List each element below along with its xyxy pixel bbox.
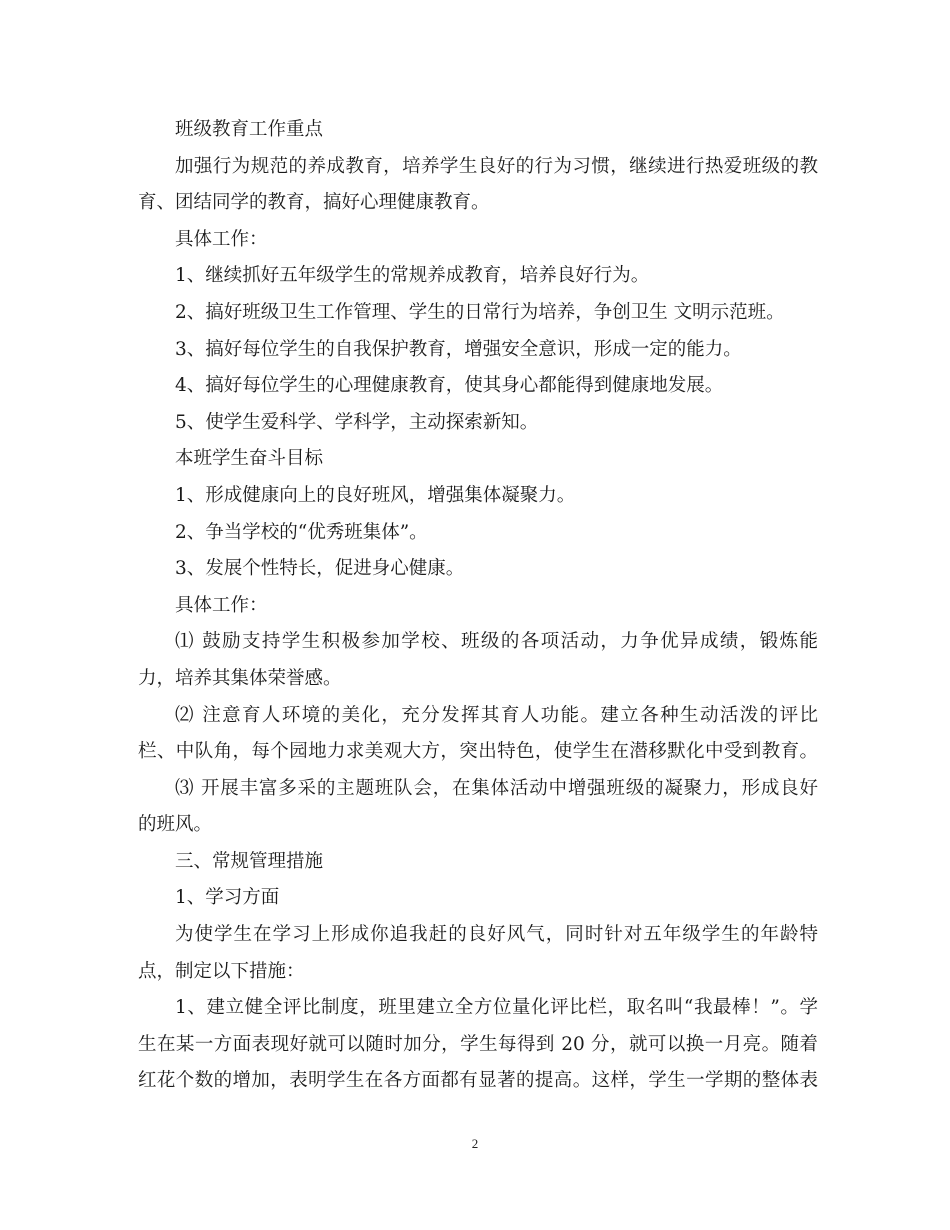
text-line: 点，制定以下措施： — [138, 960, 305, 982]
text-line: 加强行为规范的养成教育，培养学生良好的行为习惯，继续进行热爱班级的教 — [175, 155, 818, 177]
text-line: 生在某一方面表现好就可以随时加分，学生每得到 20 分，就可以换一月亮。随着 — [138, 1033, 818, 1055]
document-body — [138, 112, 818, 1100]
text-line: 三、常规管理措施 — [175, 850, 324, 872]
text-line: 为使学生在学习上形成你追我赶的良好风气，同时针对五年级学生的年龄特 — [175, 924, 818, 946]
text-line: 2、搞好班级卫生工作管理、学生的日常行为培养，争创卫生 文明示范班。 — [175, 301, 785, 323]
text-line: 红花个数的增加，表明学生在各方面都有显著的提高。这样，学生一学期的整体表 — [138, 1070, 818, 1092]
text-line: 力，培养其集体荣誉感。 — [138, 667, 342, 689]
text-line: 本班学生奋斗目标 — [175, 448, 324, 470]
text-line: 1、建立健全评比制度，班里建立全方位量化评比栏，取名叫“我最棒！”。学 — [175, 997, 818, 1019]
text-line: 1、学习方面 — [175, 887, 280, 909]
text-line: 1、继续抓好五年级学生的常规养成教育，培养良好行为。 — [175, 265, 650, 287]
text-line: 4、搞好每位学生的心理健康教育，使其身心都能得到健康地发展。 — [175, 375, 724, 397]
text-line: 栏、中队角，每个园地力求美观大方，突出特色，使学生在潜移默化中受到教育。 — [138, 741, 818, 763]
text-line: 5、使学生爱科学、学科学，主动探索新知。 — [175, 411, 539, 433]
text-line: 班级教育工作重点 — [175, 119, 324, 140]
page-number: 2 — [471, 1136, 479, 1151]
text-line: 1、形成健康向上的良好班风，增强集体凝聚力。 — [175, 484, 576, 506]
text-line: 的班风。 — [138, 814, 213, 836]
text-line: ⑵ 注意育人环境的美化，充分发挥其育人功能。建立各种生动活泼的评比 — [175, 704, 818, 726]
text-line: 3、发展个性特长，促进身心健康。 — [175, 558, 465, 580]
text-line: 育、团结同学的教育，搞好心理健康教育。 — [138, 192, 490, 214]
text-line: ⑴ 鼓励支持学生积极参加学校、班级的各项活动，力争优异成绩，锻炼能 — [175, 631, 818, 653]
text-line: 3、搞好每位学生的自我保护教育，增强安全意识，形成一定的能力。 — [175, 338, 742, 360]
text-line: 具体工作： — [175, 228, 268, 250]
text-line: 2、争当学校的“优秀班集体”。 — [175, 521, 428, 543]
text-line: 具体工作： — [175, 594, 268, 616]
text-line: ⑶ 开展丰富多采的主题班队会，在集体活动中增强班级的凝聚力，形成良好 — [175, 777, 818, 799]
